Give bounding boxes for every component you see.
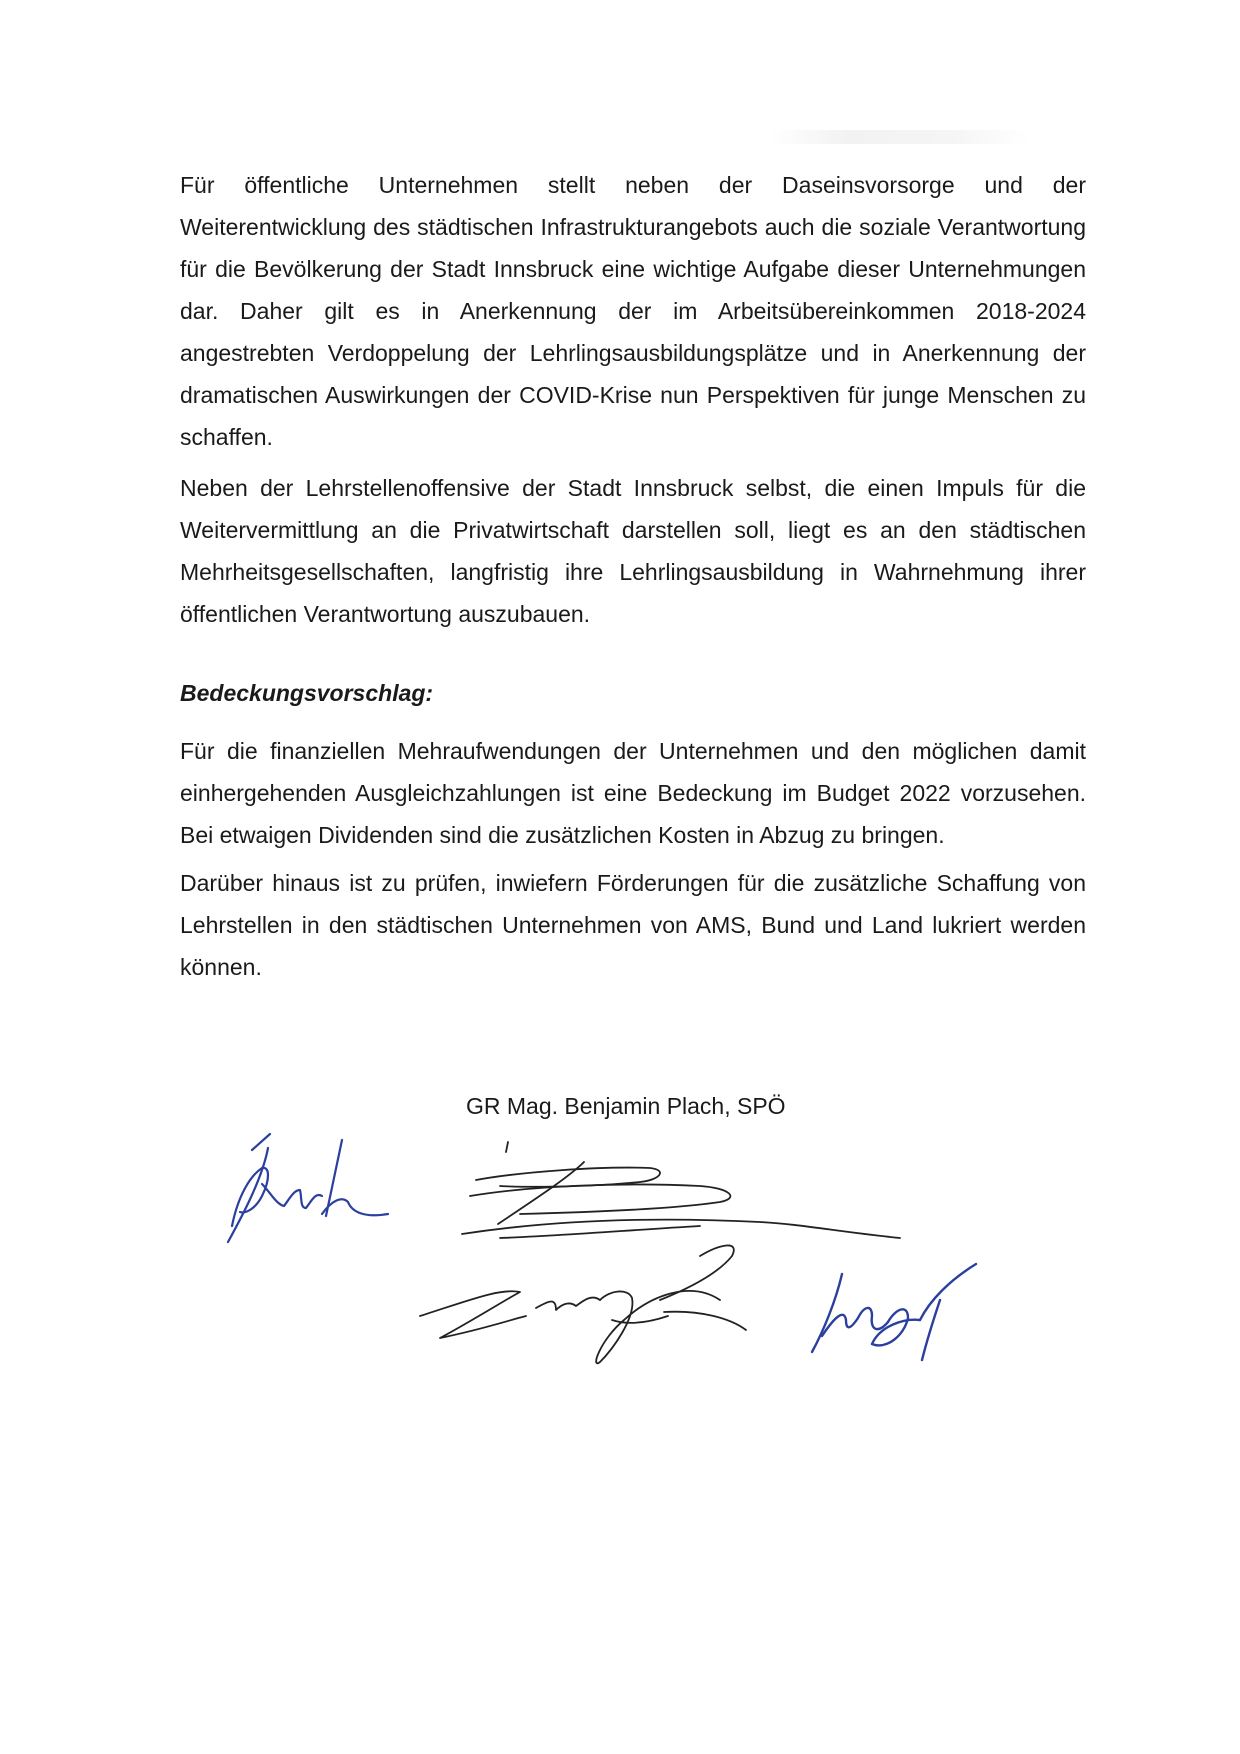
signature-black-2-icon <box>420 1245 746 1363</box>
signature-black-1-icon <box>462 1142 900 1238</box>
author-line: GR Mag. Benjamin Plach, SPÖ <box>466 1093 786 1119</box>
faint-scan-artifact <box>770 130 1030 144</box>
paragraph-3: Für die finanziellen Mehraufwendungen der Unternehmen und den möglichen damit einhergehenden Ausgleichzahlungen ist eine Bedeckung im Budget 2022 vorzusehen. Bei etwaigen Dividenden sind die zusätzlichen Kosten in Abzug zu bringen. <box>180 738 1086 848</box>
section-heading: Bedeckungsvorschlag: <box>180 680 434 706</box>
paragraph-2: Neben der Lehrstellenoffensive der Stadt Innsbruck selbst, die einen Impuls für die Weitervermittlung an die Privatwirtschaft darstellen soll, liegt es an den städtischen Mehrheitsgesellschaften, langfristig ihre Lehrlingsausbildung in Wahrnehmung ihrer öffentlichen Verantwortung auszubauen. <box>180 475 1086 627</box>
paragraph-4: Darüber hinaus ist zu prüfen, inwiefern Förderungen für die zusätzliche Schaffung von Lehrstellen in den städtischen Unternehmen von AMS, Bund und Land lukriert werden können. <box>180 870 1086 980</box>
paragraph-1: Für öffentliche Unternehmen stellt neben der Daseinsvorsorge und der Weiterentwicklung des städtischen Infrastrukturangebots auch die soziale Verantwortung für die Bevölkerung der Stadt Innsbruck eine wichtige Aufgabe dieser Unternehmungen dar. Daher gilt es in Anerkennung der im Arbeitsübereinkommen 2018-2024 angestrebten Verdoppelung der Lehrlingsausbildungsplätze und in Anerkennung der dramatischen Auswirkungen der COVID-Krise nun Perspektiven für junge Menschen zu schaffen. <box>180 172 1086 450</box>
signature-blue-1-icon <box>228 1134 388 1242</box>
signature-blue-2-icon <box>812 1264 976 1360</box>
